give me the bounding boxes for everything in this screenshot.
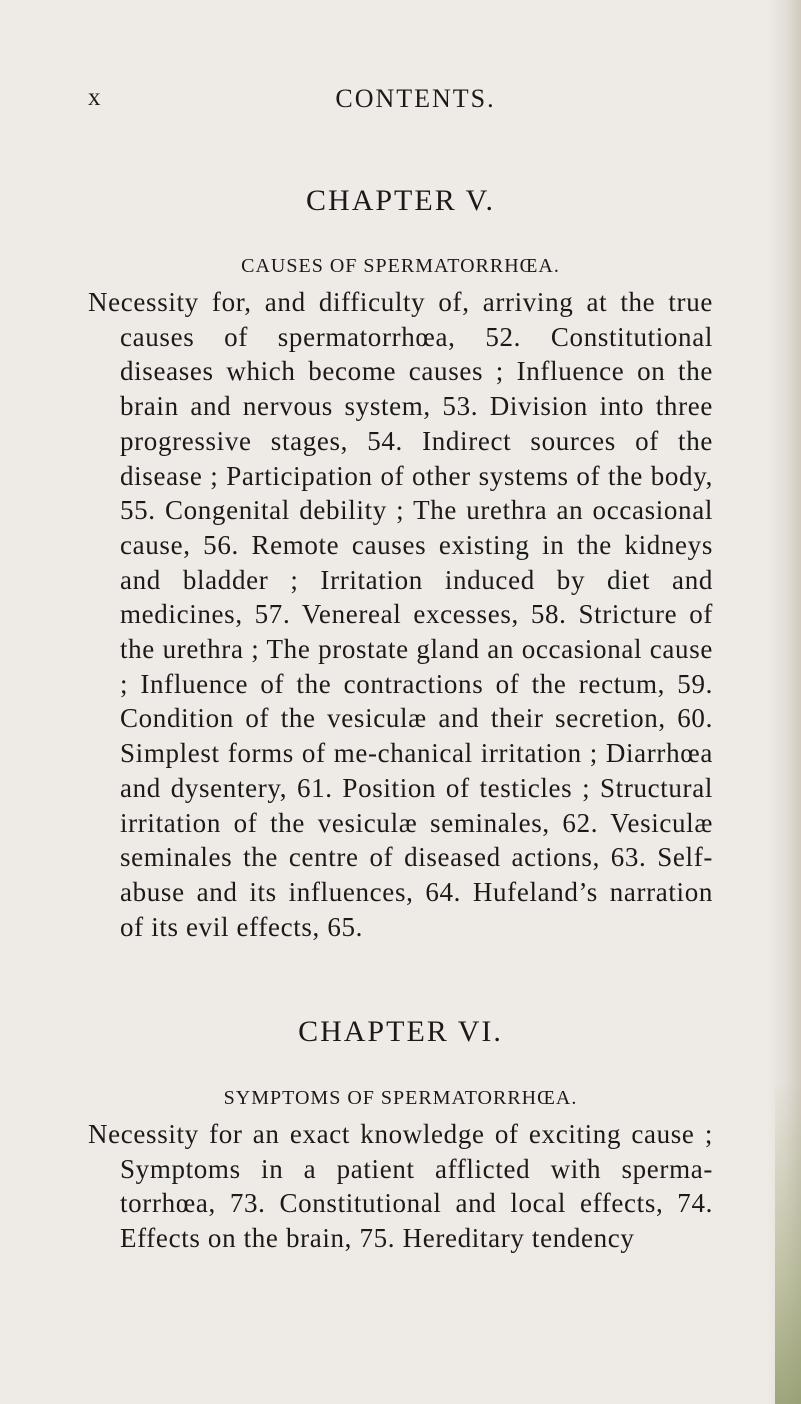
running-title: CONTENTS. <box>335 84 496 113</box>
running-head <box>88 84 713 124</box>
section-heading: SYMPTOMS OF SPERMATORRHŒA. <box>223 1087 578 1109</box>
page-edge-stain <box>775 1080 801 1404</box>
contents-entry: Necessity for an exact knowledge of exciting cause ; Symptoms in a patient afflicted with sperma-torrhœa, 73. Constitutional and local effects, 74. Effects on the brain, 75. Hereditary tendency <box>88 1119 713 1254</box>
chapter-heading: CHAPTER VI. <box>298 1015 503 1048</box>
section-heading: CAUSES OF SPERMATORRHŒA. <box>241 255 560 277</box>
contents-entry: Necessity for, and difficulty of, arriving at the true causes of spermatorrhœa, 52. Constitutional diseases which become causes ; Influence on the brain and nervous system, 53. Division into three progressive stages, 54. Indirect sources of the disease ; Participation of other systems of the body, 55. Congenital debility ; The urethra an occasional cause, 56. Remote causes existing in the kidneys and bladder ; Irritation induced by diet and medicines, 57. Venereal excesses, 58. Stricture of the urethra ; The prostate gland an occasional cause ; Influence of the contractions of the rectum, 59. Condition of the vesiculæ and their secretion, 60. Simplest forms of me-chanical irritation ; Diarrhœa and dysentery, 61. Position of testicles ; Structural irritation of the vesiculæ seminales, 62. Vesiculæ seminales the centre of diseased actions, 63. Self-abuse and its influences, 64. Hufeland’s narration of its evil effects, 65. <box>88 287 713 942</box>
page-number: x <box>88 84 102 111</box>
chapter-heading: CHAPTER V. <box>306 184 495 217</box>
